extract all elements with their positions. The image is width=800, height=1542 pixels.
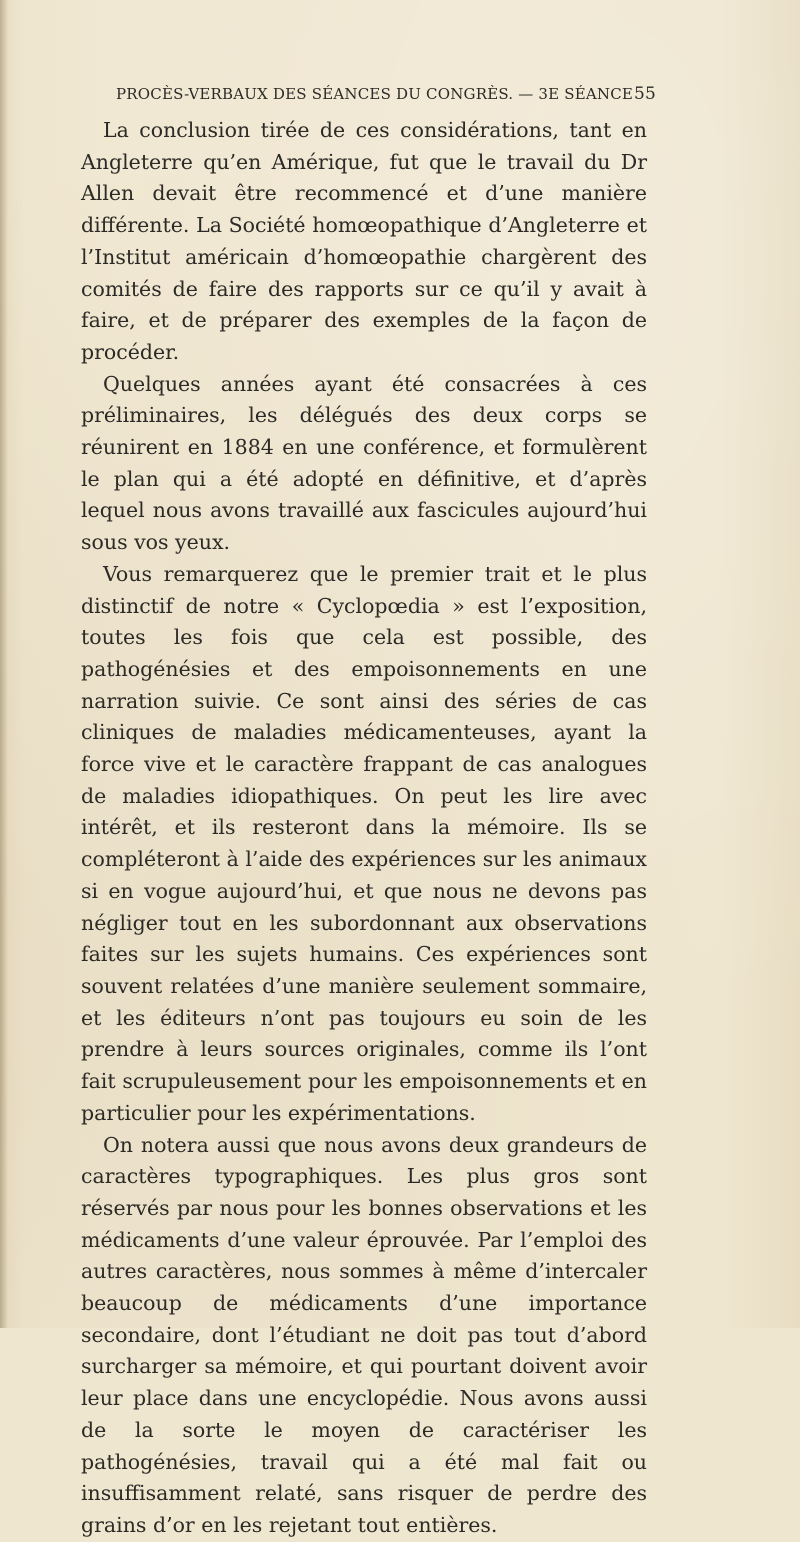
page-number: 55	[633, 84, 656, 104]
paragraph-4: On notera aussi que nous avons deux grandeurs de caractères typographiques. Les plus gros sont réservés par nous pour les bonnes observations et les médicaments d’une valeur éprouvée. Par l’emploi des autres caractères, nous sommes à même d’intercaler beaucoup de médicaments d’une importance secondaire, dont l’étudiant ne doit pas tout d’abord surcharger sa mémoire, et qui pourtant doivent avoir leur place dans une encyclopédie. Nous avons aussi de la sorte le moyen de caractériser les pathogénésies, travail qui a été mal fait ou insuffisamment relaté, sans risquer de perdre des grains d’or en les rejetant tout entières.	[81, 1132, 647, 1537]
page-binding-edge	[0, 0, 8, 1328]
running-header	[116, 84, 656, 110]
paragraph-1: La conclusion tirée de ces considérations, tant en Angleterre qu’en Amérique, fut que le travail du Dr Allen devait être recommencé et d’une manière différente. La Société homœopathique d’Angleterre et l’Institut américain d’homœopathie chargèrent des comités de faire des rapports sur ce qu’il y avait à faire, et de préparer des exemples de la façon de procéder.	[81, 118, 647, 364]
header-title: PROCÈS-VERBAUX DES SÉANCES DU CONGRÈS. — 3E SÉANCE	[116, 85, 634, 103]
paragraph-2: Quelques années ayant été consacrées à ces préliminaires, les délégués des deux corps se réunirent en 1884 en une conférence, et formulèrent le plan qui a été adopté en définitive, et d’après lequel nous avons travaillé aux fascicules aujourd’hui sous vos yeux.	[81, 371, 647, 555]
paragraph-3: Vous remarquerez que le premier trait et le plus distinctif de notre « Cyclopœdia » est l’exposition, toutes les fois que cela est possible, des pathogénésies et des empoisonnements en une narration suivie. Ce sont ainsi des séries de cas cliniques de maladies médicamenteuses, ayant la force vive et le caractère frappant de cas analogues de maladies idiopathiques. On peut les lire avec intérêt, et ils resteront dans la mémoire. Ils se compléteront à l’aide des expériences sur les animaux si en vogue aujourd’hui, et que nous ne devons pas négliger tout en les subordonnant aux observations faites sur les sujets humains. Ces expériences sont souvent relatées d’une manière seulement sommaire, et les éditeurs n’ont pas toujours eu soin de les prendre à leurs sources originales, comme ils l’ont fait scrupuleusement pour les empoisonnements et en particulier pour les expérimentations.	[81, 561, 647, 1125]
